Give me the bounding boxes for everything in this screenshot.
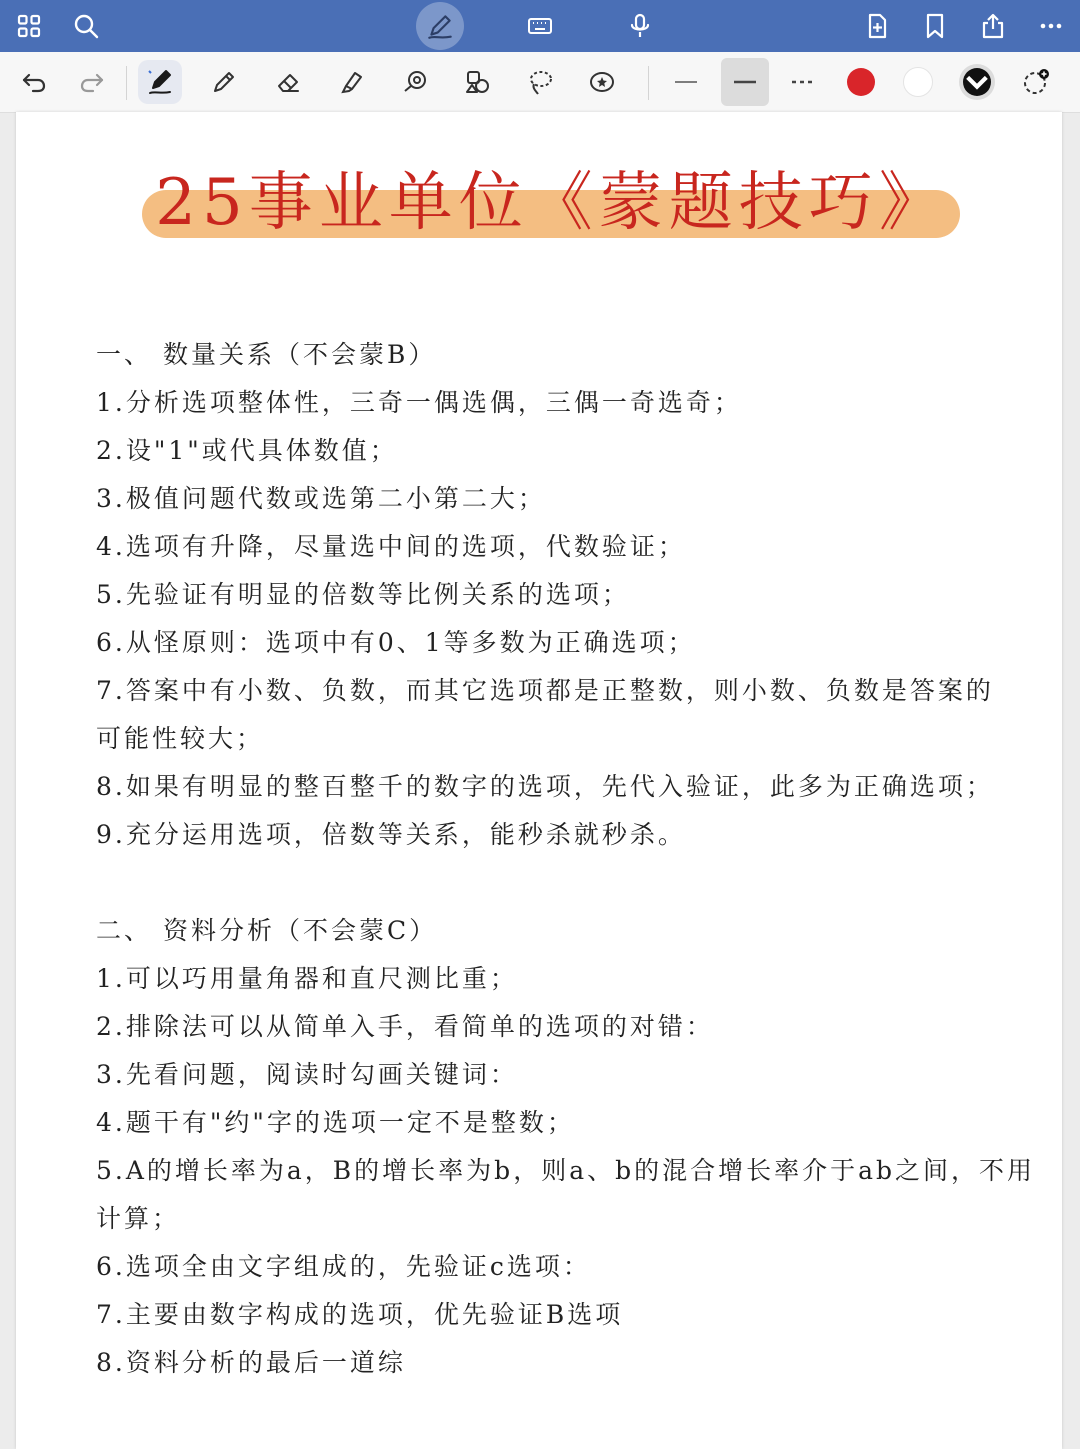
list-item: 5.A的增长率为a，B的增长率为b，则a、b的混合增长率介于ab之间，不用: [96, 1156, 1036, 1185]
list-item: 3.极值问题代数或选第二小第二大；: [96, 484, 546, 513]
search-icon[interactable]: [66, 6, 106, 46]
title-block: [142, 160, 962, 250]
list-item: 3.先看问题，阅读时勾画关键词：: [96, 1060, 518, 1089]
shape-tool-icon[interactable]: [394, 60, 438, 104]
stroke-medium-option[interactable]: [721, 58, 769, 106]
lasso-tool-icon[interactable]: [518, 60, 562, 104]
note-page[interactable]: [16, 112, 1062, 1449]
list-item: 8.如果有明显的整百整千的数字的选项，先代入验证，此多为正确选项；: [96, 772, 994, 801]
stroke-thin-option[interactable]: [664, 60, 708, 104]
list-item: 6.选项全由文字组成的，先验证c选项：: [96, 1252, 591, 1281]
add-page-icon[interactable]: [857, 6, 897, 46]
list-item: 4.题干有"约"字的选项一定不是整数；: [96, 1108, 575, 1137]
share-icon[interactable]: [973, 6, 1013, 46]
list-item: 计算；: [96, 1204, 181, 1233]
list-item: 7.主要由数字构成的选项，优先验证B选项: [96, 1300, 624, 1329]
pen-tool-icon[interactable]: [138, 60, 182, 104]
sticker-tool-icon[interactable]: [580, 60, 624, 104]
list-item: 7.答案中有小数、负数，而其它选项都是正整数，则小数、负数是答案的: [96, 676, 994, 705]
section-heading: 二、 资料分析（不会蒙C）: [96, 916, 438, 945]
toolbar-divider: [126, 66, 127, 100]
highlighter-tool-icon[interactable]: [330, 60, 374, 104]
list-item: 5.先验证有明显的倍数等比例关系的选项；: [96, 580, 630, 609]
stroke-dashed-option[interactable]: [781, 60, 825, 104]
microphone-icon[interactable]: [620, 6, 660, 46]
pencil-tool-icon[interactable]: [202, 60, 246, 104]
list-item: 6.从怪原则：选项中有0、1等多数为正确选项；: [96, 628, 696, 657]
list-item: 可能性较大；: [96, 724, 265, 753]
toolbar-divider: [648, 66, 649, 100]
page-title: 25事业单位《蒙题技巧》: [155, 166, 949, 240]
pen-mode-button[interactable]: [416, 2, 464, 50]
more-options-icon[interactable]: [1031, 6, 1071, 46]
app-top-bar: [0, 0, 1080, 52]
color-black-swatch[interactable]: [955, 60, 999, 104]
element-tool-icon[interactable]: [456, 60, 500, 104]
drawing-toolbar: [0, 52, 1080, 113]
eraser-tool-icon[interactable]: [266, 60, 310, 104]
redo-icon[interactable]: [70, 60, 114, 104]
list-item: 9.充分运用选项，倍数等关系，能秒杀就秒杀。: [96, 820, 686, 849]
list-item: 1.分析选项整体性，三奇一偶选偶，三偶一奇选奇；: [96, 388, 742, 417]
section-heading: 一、 数量关系（不会蒙B）: [96, 340, 437, 369]
bookmark-icon[interactable]: [915, 6, 955, 46]
color-red-swatch[interactable]: [839, 60, 883, 104]
list-item: 2.设"1"或代具体数值；: [96, 436, 398, 465]
list-item: 1.可以巧用量角器和直尺测比重；: [96, 964, 518, 993]
color-white-swatch[interactable]: [896, 60, 940, 104]
add-color-icon[interactable]: [1014, 60, 1058, 104]
list-item: 4.选项有升降，尽量选中间的选项，代数验证；: [96, 532, 686, 561]
keyboard-icon[interactable]: [520, 6, 560, 46]
undo-icon[interactable]: [12, 60, 56, 104]
grid-icon[interactable]: [9, 6, 49, 46]
list-item: 8.资料分析的最后一道综: [96, 1348, 406, 1377]
list-item: 2.排除法可以从简单入手，看简单的选项的对错：: [96, 1012, 714, 1041]
